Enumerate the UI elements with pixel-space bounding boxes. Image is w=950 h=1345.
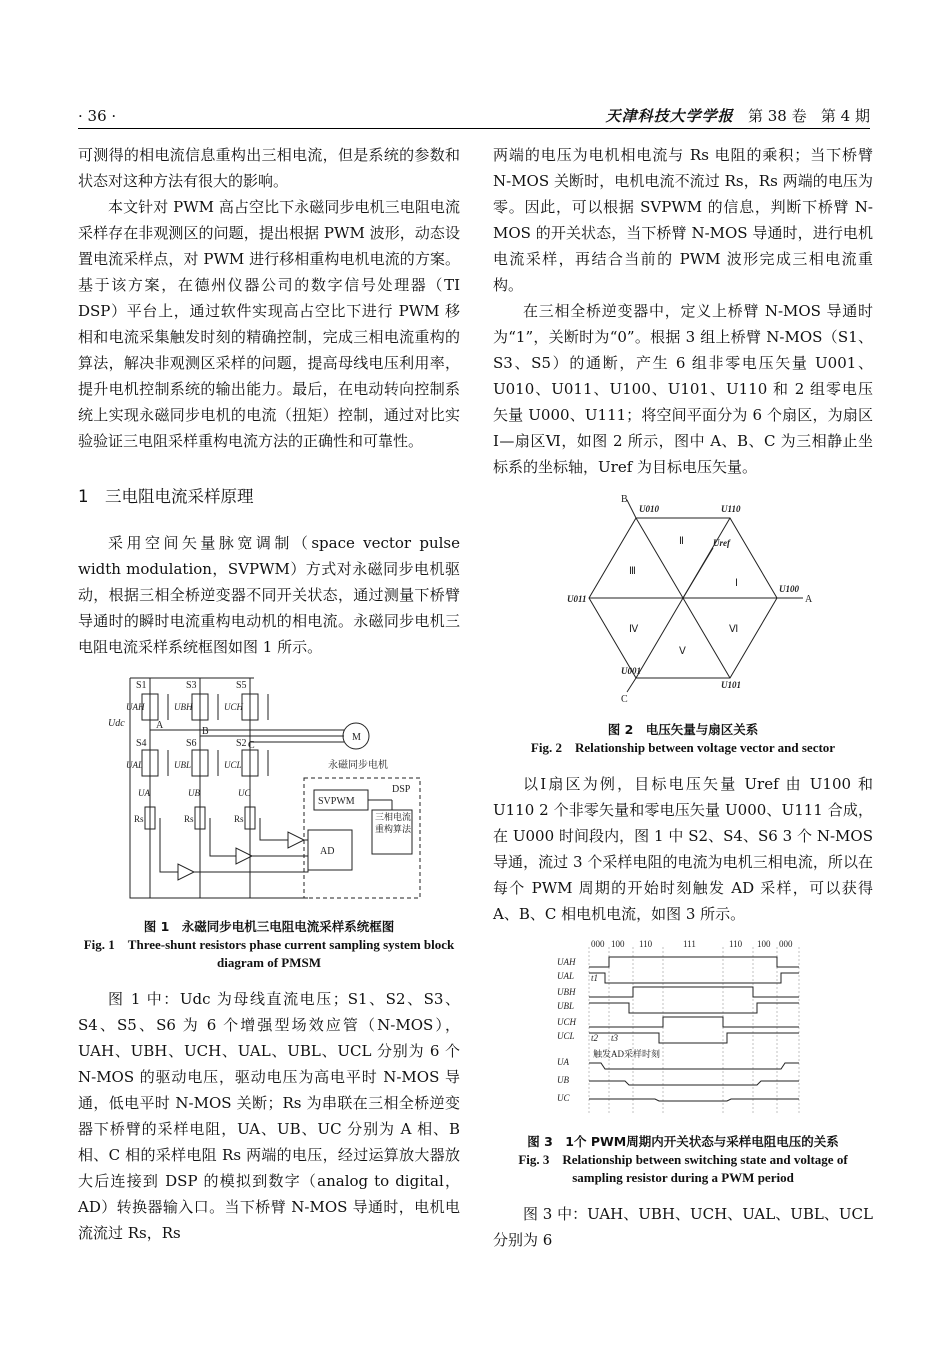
sector-label: Ⅴ [679, 646, 686, 657]
left-column [78, 142, 460, 1246]
signal-label: UBL [557, 1001, 575, 1011]
rs-label: Rs [184, 814, 194, 824]
phase-label: B [202, 726, 209, 737]
figure-3 [493, 939, 873, 1127]
gate-label: UBL [174, 760, 192, 770]
signal-label: UCH [557, 1017, 577, 1027]
svpwm-label: SVPWM [318, 796, 355, 807]
paragraph: 两端的电压为电机相电流与 Rs 电阻的乘积；当下桥臂 N-MOS 关断时，电机电流不流过 Rs，Rs 两端的电压为零。因此，可以根据 SVPWM 的信息，判断下桥臂 N-MOS 的开关状态，当下桥臂 N-MOS 导通时，进行电机电流采样，再结合当前的 PWM 波形完成三相电流重构。 [493, 146, 873, 294]
state-label: 000 [591, 939, 605, 949]
state-label: 000 [779, 939, 793, 949]
switch-label: S1 [136, 680, 147, 691]
vector-label: U101 [721, 680, 741, 690]
fig1-circuit-diagram [78, 672, 460, 904]
state-label: 111 [683, 939, 696, 949]
paragraph: 可测得的相电流信息重构出三相电流，但是系统的参数和状态对这种方法有很大的影响。 [78, 146, 460, 190]
paragraph: 在三相全桥逆变器中，定义上桥臂 N-MOS 导通时为“1”，关断时为“0”。根据 3 组上桥臂 N-MOS（S1、S3、S5）的通断，产生 6 组非零电压矢量 U001、U010、U011、U100、U101、U110 和 2 组零电压矢量 U000、U111；将空间平面分为 6 个扇区，为扇区Ⅰ—扇区Ⅵ，如图 2 所示，图中 A、B、C 为三相静止坐标系的坐标轴，Uref 为目标电压矢量。 [493, 302, 873, 476]
axis-label: C [621, 694, 628, 705]
gate-label: UCH [224, 702, 244, 712]
figure-2-caption: 图 2 电压矢量与扇区关系 Fig. 2 Relationship between voltage vector and sector [530, 722, 836, 755]
sector-label: Ⅳ [629, 624, 639, 635]
time-label: t2 [591, 1033, 599, 1043]
sector-label: Ⅵ [729, 624, 739, 635]
figure-3-caption: 图 3 1个 PWM周期内开关状态与采样电阻电压的关系 Fig. 3 Relationship between switching state and voltage of sampling resistor during a PWM period [518, 1134, 848, 1185]
journal-name: 天津科技大学学报 [605, 107, 734, 125]
state-label: 110 [639, 939, 653, 949]
signal-label: UAL [557, 971, 575, 981]
paragraph: 以Ⅰ扇区为例，目标电压矢量 Uref 由 U100 和 U110 2 个非零矢量和零电压矢量 U000、U111 合成，在 U000 时间段内，图 1 中 S2、S4、S6 3 个 N-MOS 导通，流过 3 个采样电阻的电流为电机三相电流，所以在每个 PWM 周期的开始时刻触发 AD 采样，可以获得 A、B、C 相电机电流，如图 3 所示。 [493, 775, 873, 923]
page-number: · 36 · [78, 107, 117, 125]
axis-label: A [805, 594, 813, 605]
rs-label: Rs [234, 814, 244, 824]
volume: 第 38 卷 [747, 107, 807, 125]
axis-label: B [621, 494, 628, 505]
recon-block: 三相电流重构算法 [374, 813, 411, 835]
sector-label: Ⅱ [679, 536, 684, 547]
dsp-label: DSP [392, 784, 411, 795]
sector-label: Ⅲ [629, 566, 636, 577]
vector-label: U011 [567, 594, 587, 604]
motor-symbol: M [352, 732, 361, 743]
figure-1 [78, 672, 460, 912]
sense-label: UA [138, 788, 150, 798]
paragraph: 采用空间矢量脉宽调制（space vector pulse width modulation，SVPWM）方式对永磁同步电机驱动，根据三相全桥逆变器不同开关状态，通过测量下桥臂导通时的瞬时电流重构电动机的相电流。永磁同步电机三电阻电流采样系统框图如图 1 所示。 [78, 534, 460, 656]
bus-label: Udc [108, 718, 125, 729]
issue: 第 4 期 [820, 107, 870, 125]
signal-label: UBH [557, 987, 576, 997]
sector-label: Ⅰ [735, 578, 738, 589]
paragraph: 图 3 中：UAH、UBH、UCH、UAL、UBL、UCL 分别为 6 [493, 1205, 873, 1249]
switch-label: S3 [186, 680, 197, 691]
fig3-timing-diagram [553, 939, 813, 1119]
running-header [606, 105, 870, 126]
sense-label: UB [188, 788, 200, 798]
switch-label: S2 [236, 738, 247, 749]
state-label: 100 [757, 939, 771, 949]
signal-label: UA [557, 1057, 569, 1067]
phase-label: C [248, 740, 255, 751]
switch-label: S4 [136, 738, 147, 749]
gate-label: UBH [174, 702, 193, 712]
vector-label: U100 [779, 584, 799, 594]
figure-2 [493, 492, 873, 715]
signal-label: UC [557, 1093, 570, 1103]
paragraph: 本文针对 PWM 高占空比下永磁同步电机三电阻电流采样存在非观测区的问题，提出根据 PWM 波形，动态设置电流采样点，对 PWM 进行移相重构电机电流的方案。基于该方案，在德州仪器公司的数字信号处理器（TI DSP）平台上，通过软件实现高占空比下进行 PWM 移相和电流采集触发时刻的精确控制，完成三相电流重构的算法，解决非观测区采样的问题，提高母线电压利用率，提升电机控制系统的输出能力。最后，在电动转向控制系统上实现永磁同步电机的电流（扭矩）控制，通过对比实验验证三电阻采样重构电流方法的正确性和可靠性。 [78, 198, 460, 450]
switch-label: S6 [186, 738, 197, 749]
header-rule [78, 128, 870, 129]
trigger-label: 触发AD采样时刻 [593, 1049, 660, 1059]
signal-label: UB [557, 1075, 569, 1085]
gate-label: UAL [126, 760, 144, 770]
gate-label: UCL [224, 760, 242, 770]
state-label: 100 [611, 939, 625, 949]
sense-label: UC [238, 788, 251, 798]
gate-label: UAH [126, 702, 145, 712]
signal-label: UAH [557, 957, 576, 967]
paragraph: 图 1 中：Udc 为母线直流电压；S1、S2、S3、S4、S5、S6 为 6 个增强型场效应管（N-MOS），UAH、UBH、UCH、UAL、UBL、UCL 分别为 6 个 N-MOS 的驱动电压，驱动电压为高电平时 N-MOS 导通，低电平时 N-MOS 关断；Rs 为串联在三相全桥逆变器下桥臂的采样电阻，UA、UB、UC 分别为 A 相、B 相、C 相的采样电阻 Rs 两端的电压，经过运算放大器放大后连接到 DSP 的模拟到数字（analog to digital，AD）转换器输入口。当下桥臂 N-MOS 导通时，电机电流流过 Rs，Rs [78, 990, 460, 1242]
ref-vector-label: Uref [713, 538, 730, 548]
vector-label: U110 [721, 504, 741, 514]
ad-label: AD [320, 846, 335, 857]
switch-label: S5 [236, 680, 247, 691]
phase-label: A [156, 720, 164, 731]
right-column [493, 142, 873, 1253]
vector-label: U001 [621, 666, 641, 676]
vector-label: U010 [639, 504, 659, 514]
time-label: t1 [591, 973, 599, 983]
rs-label: Rs [134, 814, 144, 824]
time-label: t3 [611, 1033, 619, 1043]
section-heading: 1 三电阻电流采样原理 [78, 487, 254, 506]
fig2-hexagon-diagram [553, 492, 813, 707]
motor-label: 永磁同步电机 [328, 760, 388, 771]
signal-label: UCL [557, 1031, 575, 1041]
figure-1-caption: 图 1 永磁同步电机三电阻电流采样系统框图 Fig. 1 Three-shunt resistors phase current sampling system block diagram of PMSM [83, 919, 455, 970]
state-label: 110 [729, 939, 743, 949]
